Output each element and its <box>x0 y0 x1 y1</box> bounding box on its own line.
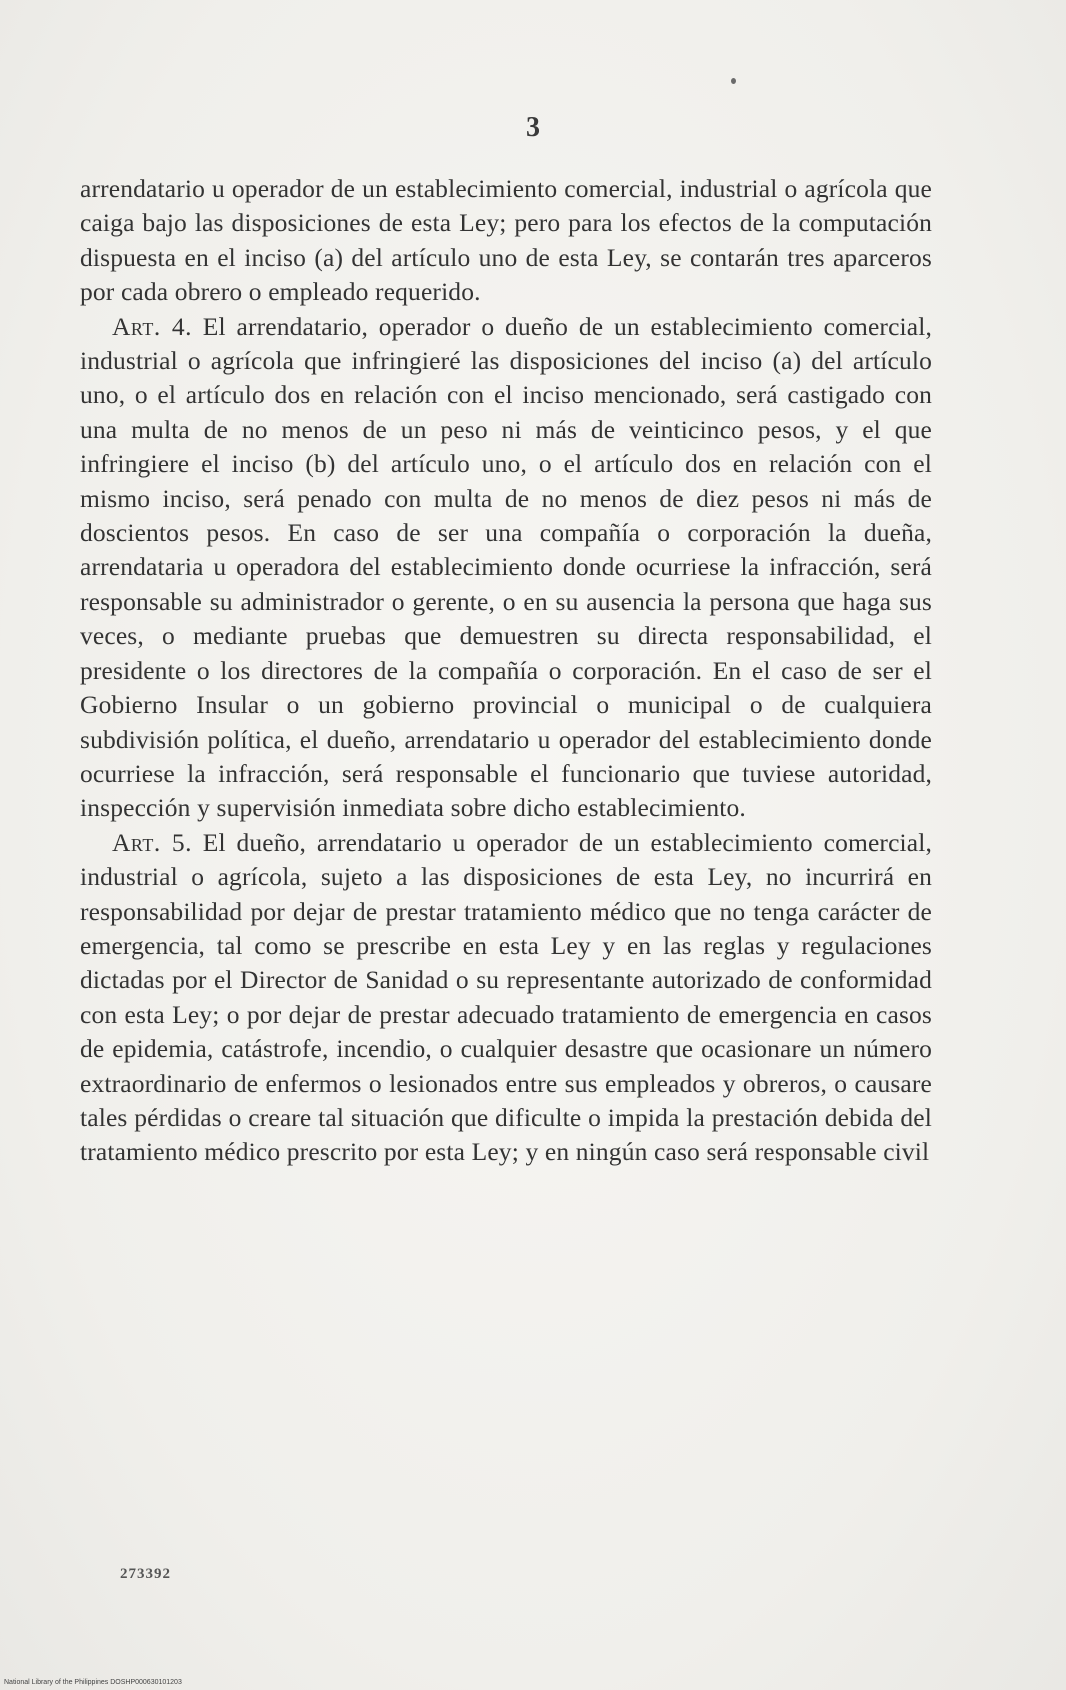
footer-caption: National Library of the Philippines DOSHP000630101203 <box>4 1679 182 1686</box>
article-label: Art. 4. <box>112 311 192 341</box>
ink-speck <box>731 78 736 84</box>
paragraph-text: El dueño, arrendatario u operador de un establecimiento comercial, industrial o agrícola, sujeto a las disposiciones de esta Ley, no incurrirá en responsabilidad por dejar de prestar tratamiento médico que no tenga carácter de emergencia, tal como se prescribe en esta Ley y en las reglas y regulaciones dictadas por el Director de Sanidad o su representante autorizado de conformidad con esta Ley; o por dejar de prestar adecuado tratamiento de emergencia en casos de epidemia, catástrofe, incendio, o cualquier desastre que ocasionare un número extraordinario de enfermos o lesionados entre sus empleados y obreros, o causare tales pérdidas o creare tal situación que dificulte o impida la prestación debida del tratamiento médico prescrito por esta Ley; y en ningún caso será responsable civil <box>80 827 932 1167</box>
paragraph-article-4 <box>80 310 932 826</box>
signature-code: 273392 <box>120 1566 171 1582</box>
article-label: Art. 5. <box>112 827 192 857</box>
paragraph-text: arrendatario u operador de un establecimiento comercial, industrial o agrícola que caiga bajo las disposiciones de esta Ley; pero para los efectos de la computación dispuesta en el inciso (a) del artículo uno de esta Ley, se contarán tres aparceros por cada obrero o empleado requerido. <box>80 174 932 307</box>
paragraph-continuation <box>80 172 932 310</box>
body-text <box>80 172 932 1170</box>
paragraph-article-5 <box>80 826 932 1170</box>
page-number: 3 <box>526 112 540 143</box>
paragraph-text: El arrendatario, operador o dueño de un establecimiento comercial, industrial o agrícola que infringieré las disposiciones del inciso (a) del artículo uno, o el artículo dos en relación con el inciso mencionado, será castigado con una multa de no menos de un peso ni más de veinticinco pesos, y el que infringiere el inciso (b) del artículo uno, o el artículo dos en relación con el mismo inciso, será penado con multa de no menos de diez pesos ni más de doscientos pesos. En caso de ser una compañía o corporación la dueña, arrendataria u operadora del establecimiento donde ocurriese la infracción, será responsable su administrador o gerente, o en su ausencia la persona que haga sus veces, o mediante pruebas que demuestren su directa responsabilidad, el presidente o los directores de la compañía o corporación. En el caso de ser el Gobierno Insular o un gobierno provincial o municipal o de cualquiera subdivisión política, el dueño, arrendatario u operador del establecimiento donde ocurriese la infracción, será responsable el funcionario que tuviese autoridad, inspección y supervisión inmediata sobre dicho establecimiento. <box>80 311 932 823</box>
